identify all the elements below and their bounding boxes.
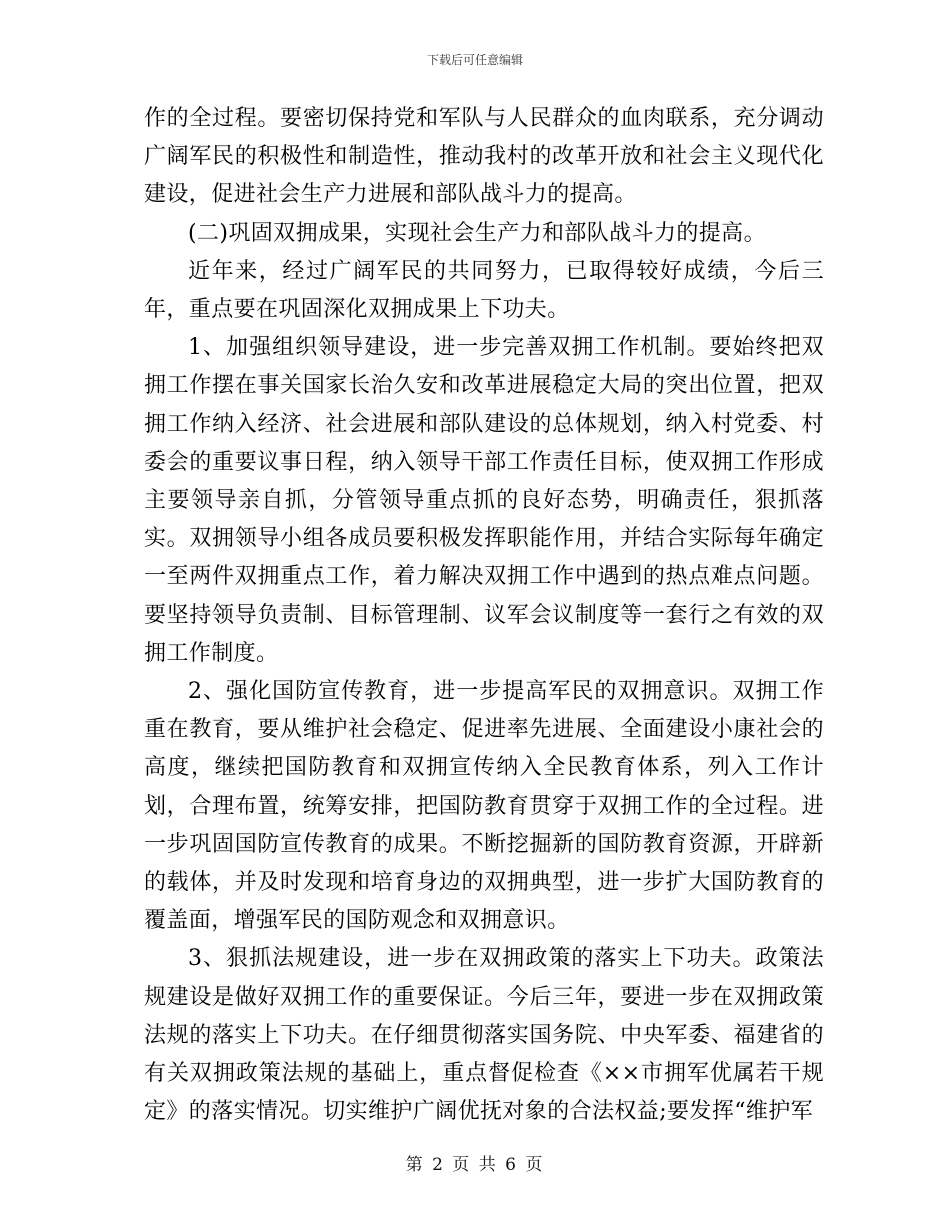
paragraph-item-2: 2、强化国防宣传教育，进一步提高军民的双拥意识。双拥工作重在教育，要从维护社会稳定、促进率先进展、全面建设小康社会的高度，继续把国防教育和双拥宣传纳入全民教育体系，列入工作计划，合理布置，统筹安排，把国防教育贯穿于双拥工作的全过程。进一步巩固国防宣传教育的成果。不断挖掘新的国防教育资源，开辟新的载体，并及时发现和培育身边的双拥典型，进一步扩大国防教育的覆盖面，增强军民的国防观念和双拥意识。 (144, 679, 824, 934)
paragraph-continuation: 作的全过程。要密切保持党和军队与人民群众的血肉联系，充分调动广阔军民的积极性和制造性，推动我村的改革开放和社会主义现代化建设，促进社会生产力进展和部队战斗力的提高。 (144, 106, 824, 208)
document-body (144, 100, 824, 1131)
page-number: 第 2 页 共 6 页 (405, 1155, 545, 1175)
paragraph-item-1: 1、加强组织领导建设，进一步完善双拥工作机制。要始终把双拥工作摆在事关国家长治久安和改革进展稳定大局的突出位置，把双拥工作纳入经济、社会进展和部队建设的总体规划，纳入村党委、村委会的重要议事日程，纳入领导干部工作责任目标，使双拥工作形成主要领导亲自抓，分管领导重点抓的良好态势，明确责任，狠抓落实。双拥领导小组各成员要积极发挥职能作用，并结合实际每年确定一至两件双拥重点工作，着力解决双拥工作中遇到的热点难点问题。要坚持领导负责制、目标管理制、议军会议制度等一套行之有效的双拥工作制度。 (144, 335, 824, 666)
section-heading: (二)巩固双拥成果，实现社会生产力和部队战斗力的提高。 (188, 220, 766, 246)
paragraph-item-3: 3、狠抓法规建设，进一步在双拥政策的落实上下功夫。政策法规建设是做好双拥工作的重要保证。今后三年，要进一步在双拥政策法规的落实上下功夫。在仔细贯彻落实国务院、中央军委、福建省的有关双拥政策法规的基础上，重点督促检查《××市拥军优属若干规定》的落实情况。切实维护广阔优抚对象的合法权益;要发挥“维护军 (144, 946, 824, 1125)
page-header: 下载后可任意编辑 (426, 53, 523, 67)
paragraph-intro: 近年来，经过广阔军民的共同努力，已取得较好成绩，今后三年，重点要在巩固深化双拥成果上下功夫。 (144, 258, 824, 323)
